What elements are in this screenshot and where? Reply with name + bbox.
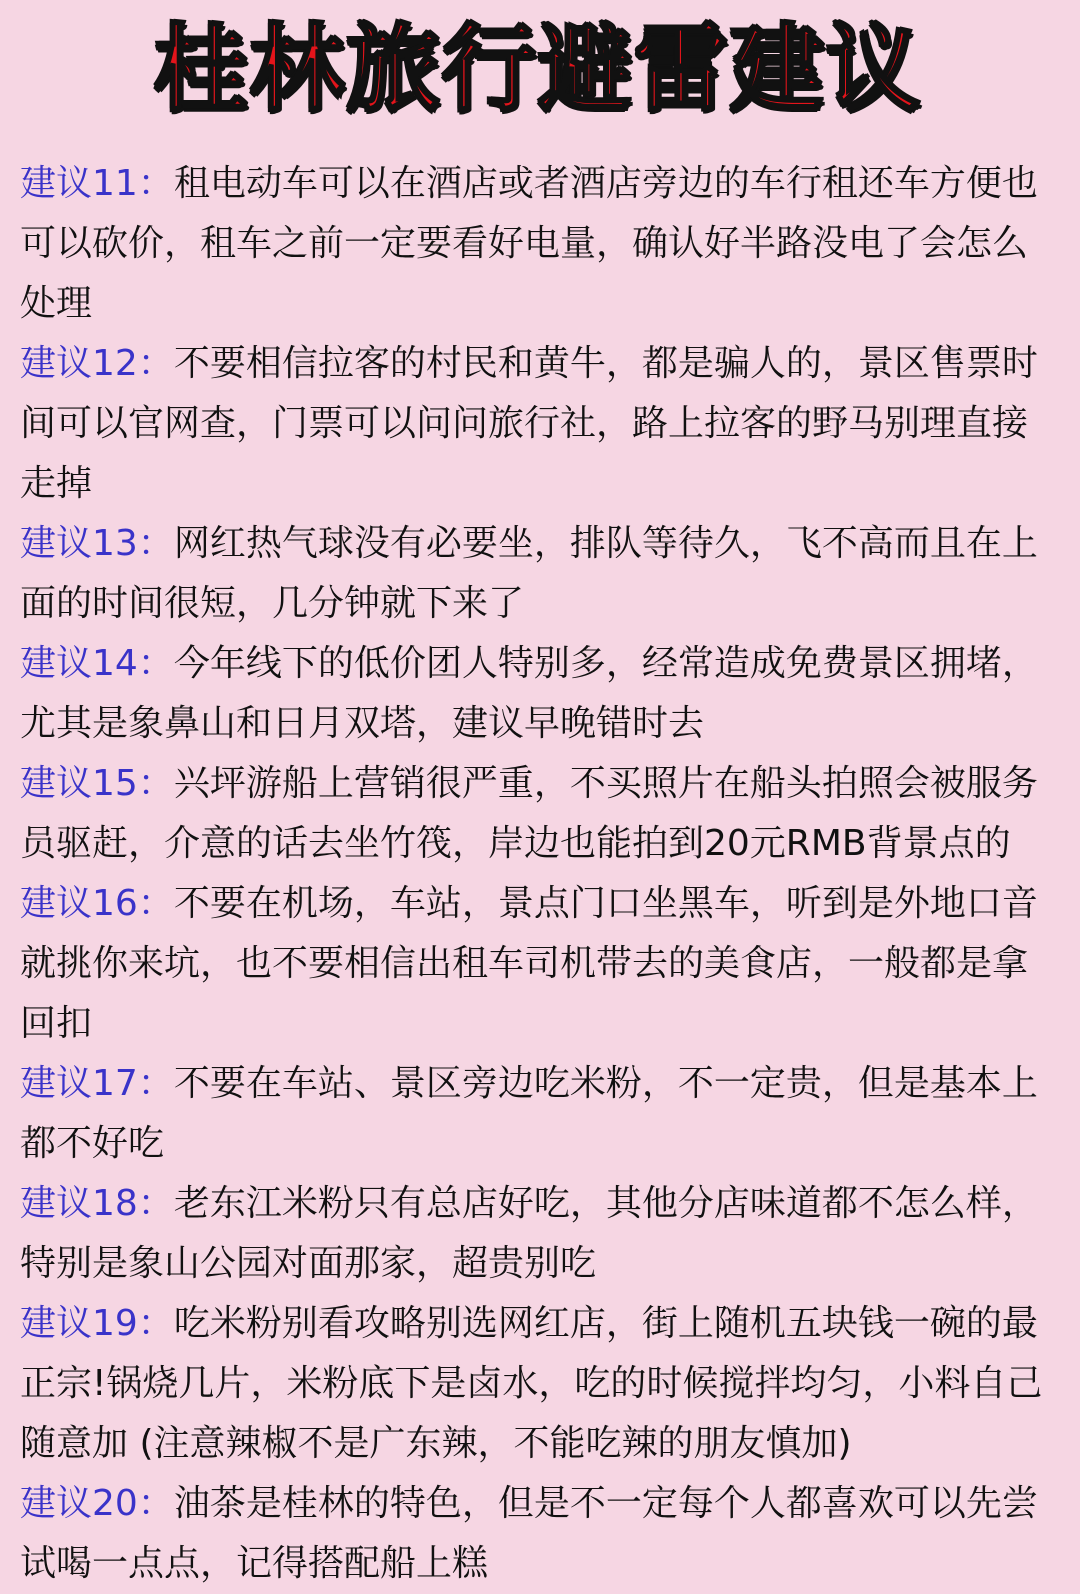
tip-item [20,334,1056,514]
tip-label: 建议11： [20,163,174,204]
tip-text: 吃米粉别看攻略别选网红店，街上随机五块钱一碗的最正宗!锅烧几片，米粉底下是卤水，吃的时候搅拌均匀，小料自己随意加 (注意辣椒不是广东辣，不能吃辣的朋友慎加) [20,1303,1043,1464]
tip-text: 不要在机场，车站，景点门口坐黑车，听到是外地口音就挑你来坑，也不要相信出租车司机带去的美食店，一般都是拿回扣 [20,883,1038,1044]
tip-text: 租电动车可以在酒店或者酒店旁边的车行租还车方便也可以砍价，租车之前一定要看好电量，确认好半路没电了会怎么处理 [20,163,1038,324]
tip-text: 不要在车站、景区旁边吃米粉，不一定贵，但是基本上都不好吃 [20,1063,1038,1164]
tip-label: 建议20： [20,1483,174,1524]
tip-item [20,874,1056,1054]
tip-item [20,634,1056,754]
tip-label: 建议19： [20,1303,174,1344]
tip-item [20,1174,1056,1294]
page-title: 桂林旅行避雷建议 [153,15,922,124]
tip-label: 建议17： [20,1063,174,1104]
tip-text: 老东江米粉只有总店好吃，其他分店味道都不怎么样，特别是象山公园对面那家，超贵别吃 [20,1183,1038,1284]
tip-label: 建议13： [20,523,174,564]
tip-text: 不要相信拉客的村民和黄牛，都是骗人的，景区售票时间可以官网查，门票可以问问旅行社，路上拉客的野马别理直接走掉 [20,343,1038,504]
tip-item [20,754,1056,874]
tip-text: 网红热气球没有必要坐，排队等待久，飞不高而且在上面的时间很短，几分钟就下来了 [20,523,1038,624]
tip-item [20,1474,1056,1594]
tip-item [20,514,1056,634]
tip-item [20,1054,1056,1174]
tip-label: 建议16： [20,883,174,924]
tip-label: 建议15： [20,763,174,804]
tip-label: 建议18： [20,1183,174,1224]
tip-text: 油茶是桂林的特色，但是不一定每个人都喜欢可以先尝试喝一点点，记得搭配船上糕 [20,1483,1038,1584]
tip-label: 建议14： [20,643,174,684]
tips-list [20,154,1056,1594]
tip-item [20,154,1056,334]
tip-label: 建议12： [20,343,174,384]
tip-item [20,1294,1056,1474]
tip-text: 今年线下的低价团人特别多，经常造成免费景区拥堵，尤其是象鼻山和日月双塔，建议早晚错时去 [20,643,1038,744]
tip-text: 兴坪游船上营销很严重，不买照片在船头拍照会被服务员驱赶，介意的话去坐竹筏，岸边也能拍到20元RMB背景点的 [20,763,1038,864]
